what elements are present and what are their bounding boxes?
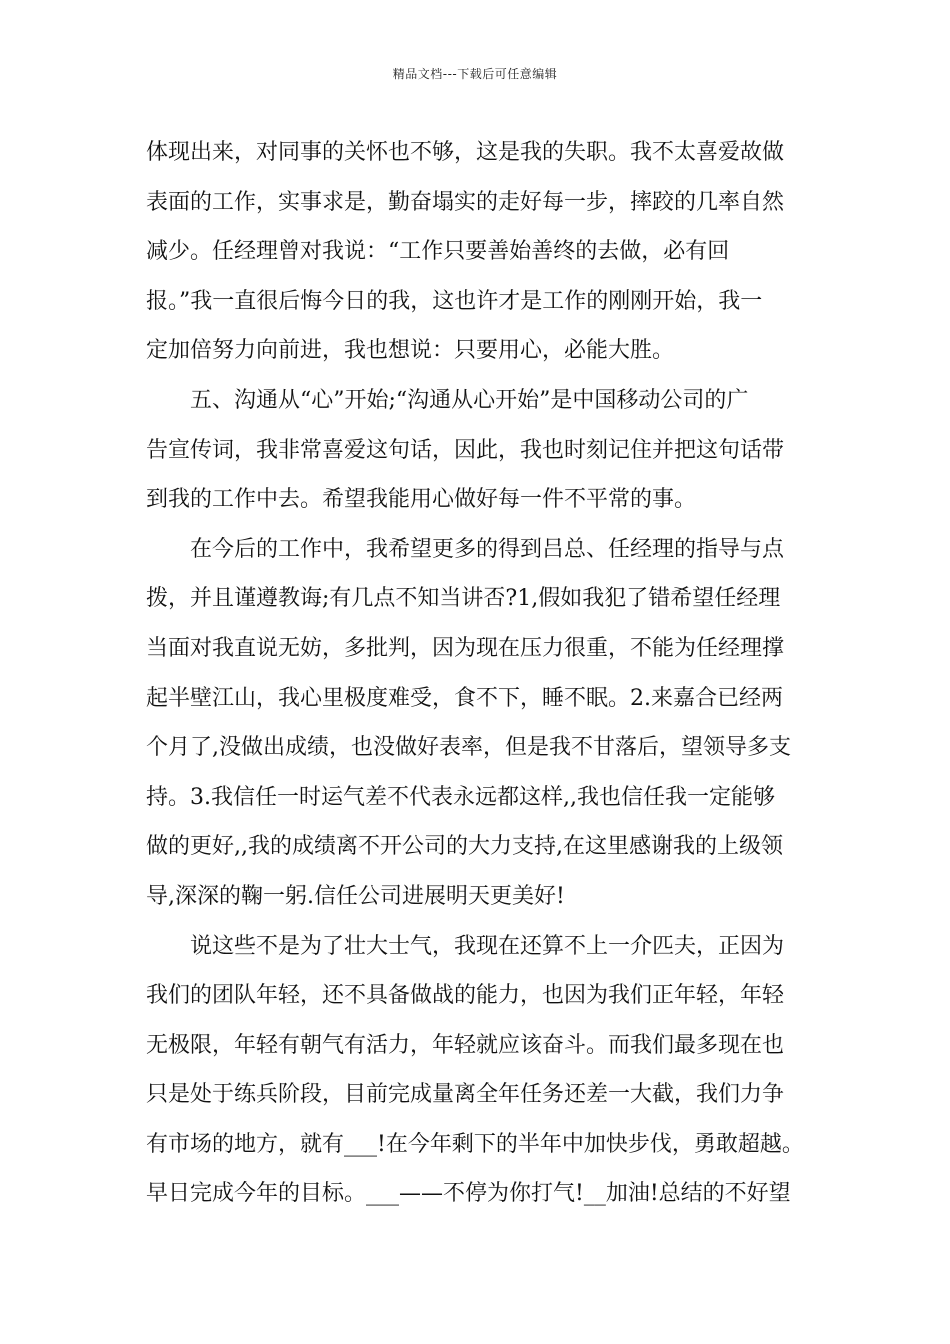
text-line: 减少。任经理曾对我说：“工作只要善始善终的去做，必有回 (146, 239, 730, 265)
document-body (146, 128, 822, 1219)
text-line: 导,深深的鞠一躬.信任公司进展明天更美好! (146, 883, 565, 909)
paragraph-start-line: 在今后的工作中，我希望更多的得到吕总、任经理的指导与点 (190, 536, 785, 562)
text-line: 拨，并且谨遵教诲;有几点不知当讲否?1,假如我犯了错希望任经理 (146, 586, 781, 612)
text-line: 我们的团队年轻，还不具备做战的能力，也因为我们正年轻，年轻 (146, 983, 785, 1009)
text-line: 体现出来，对同事的关怀也不够，这是我的失职。我不太喜爱故做 (146, 140, 785, 165)
text-line: 起半壁江山，我心里极度难受，食不下，睡不眠。2.来嘉合已经两 (146, 685, 783, 711)
text-line: 只是处于练兵阶段，目前完成量离全年任务还差一大截，我们力争 (146, 1082, 785, 1108)
text-line: 有市场的地方，就有___!在今年剩下的半年中加快步伐，勇敢超越。 (146, 1131, 804, 1157)
text-line: 持。3.我信任一时运气差不代表永远都这样,,我也信任我一定能够 (146, 784, 775, 810)
text-line: 告宣传词，我非常喜爱这句话，因此，我也时刻记住并把这句话带 (146, 437, 785, 463)
text-line: 做的更好,,我的成绩离不开公司的大力支持,在这里感谢我的上级领 (146, 834, 783, 860)
paragraph-start-line: 五、沟通从“心”开始;“沟通从心开始”是中国移动公司的广 (190, 387, 749, 413)
paragraph-start-line: 说这些不是为了壮大士气，我现在还算不上一介匹夫，正因为 (190, 933, 785, 959)
text-line: 早日完成今年的目标。___——不停为你打气!__加油!总结的不好望 (146, 1181, 791, 1207)
text-line: 当面对我直说无妨，多批判，因为现在压力很重，不能为任经理撑 (146, 635, 785, 661)
text-line: 报。”我一直很后悔今日的我，这也许才是工作的刚刚开始，我一 (146, 288, 763, 314)
text-line: 定加倍努力向前进，我也想说：只要用心，必能大胜。 (146, 338, 675, 364)
text-line: 无极限，年轻有朝气有活力，年轻就应该奋斗。而我们最多现在也 (146, 1032, 785, 1058)
page-header: 精品文档---下载后可任意编辑 (392, 67, 558, 81)
text-line: 到我的工作中去。希望我能用心做好每一件不平常的事。 (146, 487, 697, 513)
text-line: 表面的工作，实事求是，勤奋塌实的走好每一步，摔跤的几率自然 (146, 189, 785, 215)
text-line: 个月了,没做出成绩，也没做好表率，但是我不甘落后，望领导多支 (146, 735, 791, 761)
